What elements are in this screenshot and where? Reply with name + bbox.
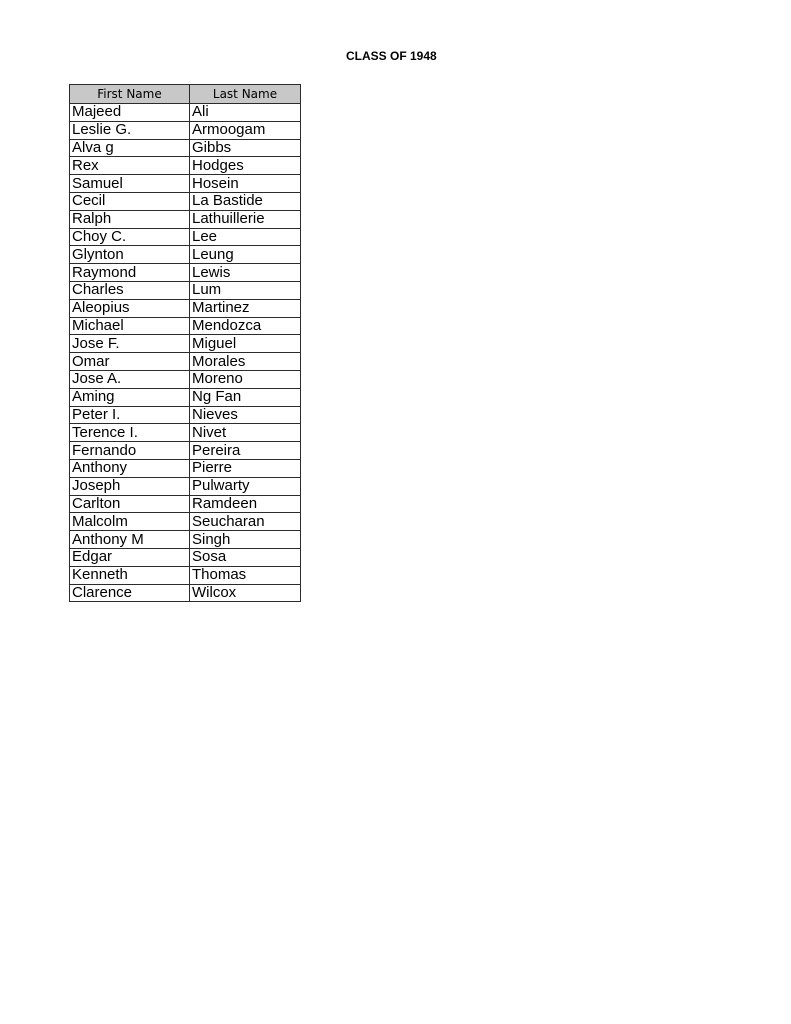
first-name-header: First Name xyxy=(70,85,190,104)
table-row xyxy=(70,370,301,388)
last-name-cell: Ng Fan xyxy=(190,388,301,406)
last-name-header: Last Name xyxy=(190,85,301,104)
first-name-cell: Michael xyxy=(70,317,190,335)
first-name-cell: Edgar xyxy=(70,548,190,566)
last-name-cell: La Bastide xyxy=(190,192,301,210)
table-row xyxy=(70,388,301,406)
last-name-cell: Pierre xyxy=(190,459,301,477)
last-name-cell: Seucharan xyxy=(190,513,301,531)
table-row xyxy=(70,335,301,353)
table-row xyxy=(70,442,301,460)
last-name-cell: Lewis xyxy=(190,264,301,282)
first-name-cell: Omar xyxy=(70,353,190,371)
last-name-cell: Sosa xyxy=(190,548,301,566)
last-name-cell: Hosein xyxy=(190,175,301,193)
first-name-cell: Anthony M xyxy=(70,531,190,549)
table-row xyxy=(70,459,301,477)
last-name-cell: Martinez xyxy=(190,299,301,317)
first-name-cell: Charles xyxy=(70,281,190,299)
last-name-cell: Singh xyxy=(190,531,301,549)
table-row xyxy=(70,353,301,371)
first-name-cell: Raymond xyxy=(70,264,190,282)
class-roster-table xyxy=(69,84,301,602)
first-name-cell: Fernando xyxy=(70,442,190,460)
table-row xyxy=(70,513,301,531)
first-name-cell: Clarence xyxy=(70,584,190,602)
first-name-cell: Alva g xyxy=(70,139,190,157)
table-row xyxy=(70,424,301,442)
table-row xyxy=(70,548,301,566)
table-row xyxy=(70,192,301,210)
last-name-cell: Ramdeen xyxy=(190,495,301,513)
last-name-cell: Nieves xyxy=(190,406,301,424)
last-name-cell: Ali xyxy=(190,104,301,122)
last-name-cell: Leung xyxy=(190,246,301,264)
last-name-cell: Gibbs xyxy=(190,139,301,157)
first-name-cell: Carlton xyxy=(70,495,190,513)
last-name-cell: Mendozca xyxy=(190,317,301,335)
table-row xyxy=(70,317,301,335)
table-row xyxy=(70,584,301,602)
table-row xyxy=(70,139,301,157)
table-body xyxy=(70,104,301,602)
last-name-cell: Thomas xyxy=(190,566,301,584)
first-name-cell: Joseph xyxy=(70,477,190,495)
table-row xyxy=(70,246,301,264)
table-row xyxy=(70,175,301,193)
first-name-cell: Glynton xyxy=(70,246,190,264)
first-name-cell: Samuel xyxy=(70,175,190,193)
table-row xyxy=(70,477,301,495)
table-row xyxy=(70,121,301,139)
page-title: CLASS OF 1948 xyxy=(346,49,437,63)
last-name-cell: Pereira xyxy=(190,442,301,460)
first-name-cell: Malcolm xyxy=(70,513,190,531)
first-name-cell: Peter I. xyxy=(70,406,190,424)
first-name-cell: Choy C. xyxy=(70,228,190,246)
first-name-cell: Cecil xyxy=(70,192,190,210)
table-row xyxy=(70,406,301,424)
first-name-cell: Terence I. xyxy=(70,424,190,442)
first-name-cell: Kenneth xyxy=(70,566,190,584)
first-name-cell: Jose F. xyxy=(70,335,190,353)
last-name-cell: Wilcox xyxy=(190,584,301,602)
table-row xyxy=(70,495,301,513)
last-name-cell: Hodges xyxy=(190,157,301,175)
first-name-cell: Leslie G. xyxy=(70,121,190,139)
first-name-cell: Jose A. xyxy=(70,370,190,388)
first-name-cell: Aming xyxy=(70,388,190,406)
table-row xyxy=(70,281,301,299)
table-row xyxy=(70,104,301,122)
first-name-cell: Ralph xyxy=(70,210,190,228)
table-row xyxy=(70,566,301,584)
last-name-cell: Nivet xyxy=(190,424,301,442)
last-name-cell: Moreno xyxy=(190,370,301,388)
last-name-cell: Morales xyxy=(190,353,301,371)
last-name-cell: Miguel xyxy=(190,335,301,353)
table-row xyxy=(70,210,301,228)
first-name-cell: Rex xyxy=(70,157,190,175)
first-name-cell: Majeed xyxy=(70,104,190,122)
last-name-cell: Lum xyxy=(190,281,301,299)
first-name-cell: Aleopius xyxy=(70,299,190,317)
last-name-cell: Lee xyxy=(190,228,301,246)
table-row xyxy=(70,264,301,282)
first-name-cell: Anthony xyxy=(70,459,190,477)
table-row xyxy=(70,228,301,246)
last-name-cell: Lathuillerie xyxy=(190,210,301,228)
table-header-row xyxy=(70,85,301,104)
table-row xyxy=(70,157,301,175)
last-name-cell: Armoogam xyxy=(190,121,301,139)
table-row xyxy=(70,531,301,549)
last-name-cell: Pulwarty xyxy=(190,477,301,495)
table-row xyxy=(70,299,301,317)
